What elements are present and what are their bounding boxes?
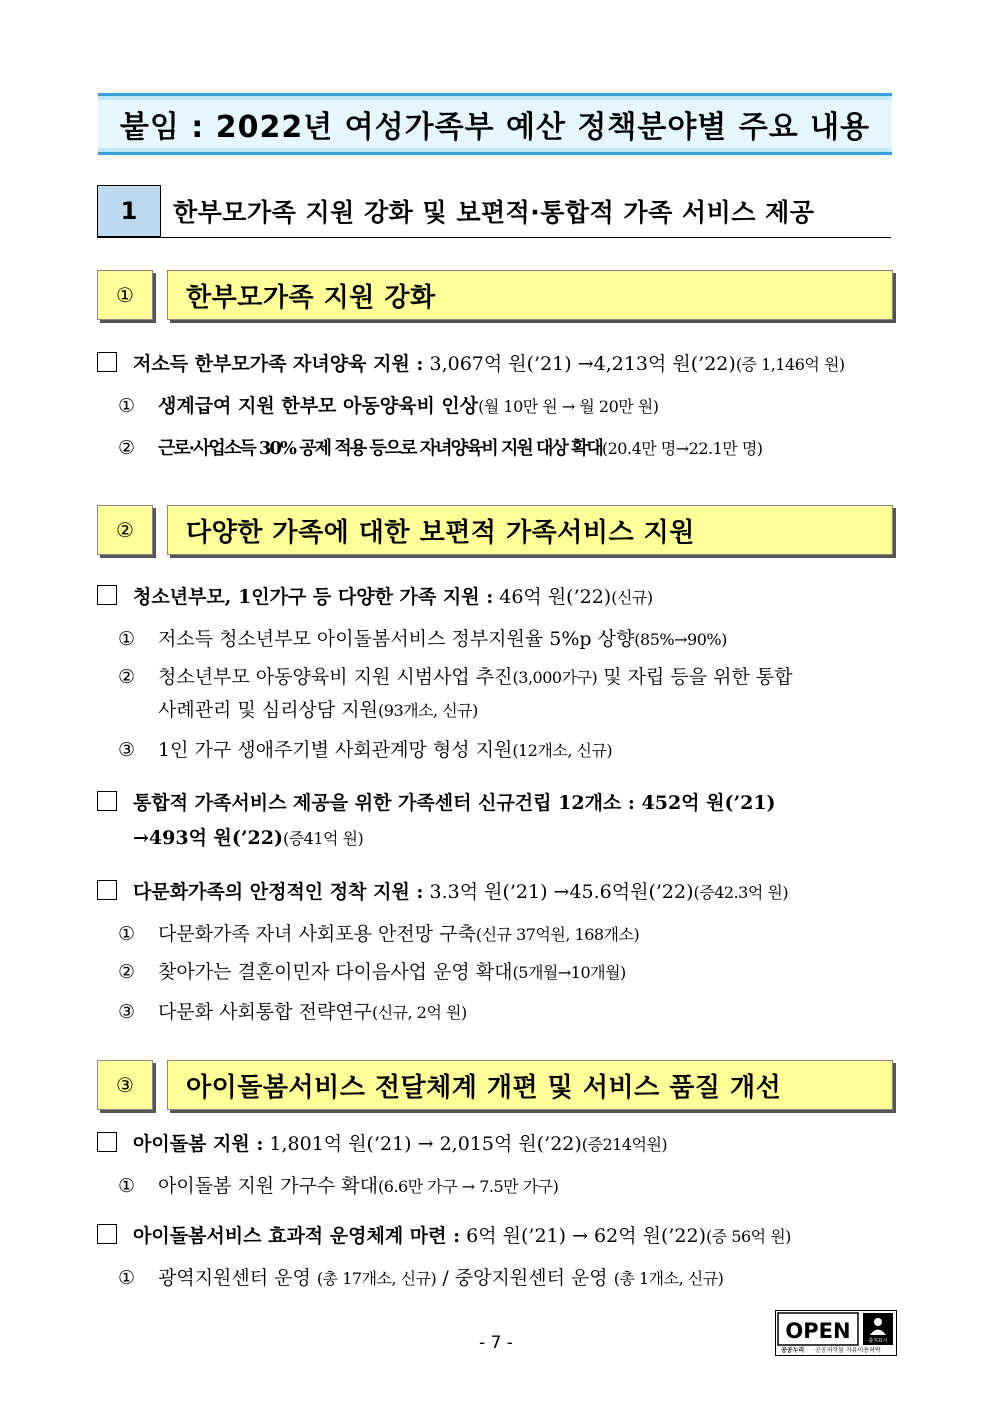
kogl-caption-right: 공공저작물 자유이용허락 — [815, 1347, 881, 1354]
page-number: - 7 - — [479, 1333, 513, 1353]
checkbox-square-icon — [97, 1132, 117, 1152]
subsection-title: 아이돌봄서비스 전달체계 개편 및 서비스 품질 개선 — [167, 1060, 893, 1110]
sub-item-line: ① 광역지원센터 운영 (총 17개소, 신규) / 중앙지원센터 운영 (총 1개소, 신규) — [118, 1267, 724, 1289]
bullet-line: 청소년부모, 1인가구 등 다양한 가족 지원 : 46억 원(’22)(신규) — [97, 583, 902, 612]
sub-item-line: ① 저소득 청소년부모 아이돌봄서비스 정부지원율 5%p 상향(85%→90%) — [118, 628, 727, 650]
subsection-1-heading — [97, 270, 897, 320]
subsection-number: ② — [97, 505, 153, 555]
sub-item-line: ③ 다문화 사회통합 전략연구(신규, 2억 원) — [118, 1001, 467, 1023]
subsection-3-heading — [97, 1060, 897, 1110]
section-number: 1 — [97, 185, 161, 237]
bullet-line: 아이돌봄서비스 효과적 운영체계 마련 : 6억 원(’21) → 62억 원(’22)(증 56억 원) — [97, 1222, 902, 1251]
bullet-continuation: →493억 원(’22)(증41억 원) — [133, 827, 364, 849]
sub-item-line: ③ 1인 가구 생애주기별 사회관계망 형성 지원(12개소, 신규) — [118, 739, 613, 761]
kogl-logo-text: OPEN — [785, 1319, 851, 1343]
subsection-number: ① — [97, 270, 153, 320]
subsection-2-heading — [97, 505, 897, 555]
checkbox-square-icon — [97, 585, 117, 605]
kogl-badge-text: 출처표시 — [868, 1338, 888, 1344]
sub-item-line: ① 다문화가족 자녀 사회포용 안전망 구축(신규 37억원, 168개소) — [118, 923, 640, 945]
subsection-title: 다양한 가족에 대한 보편적 가족서비스 지원 — [167, 505, 893, 555]
sub-item-line: ② 청소년부모 아동양육비 지원 시범사업 추진(3,000가구) 및 자립 등을 위한 통합 — [118, 666, 793, 688]
kogl-caption-left: 공공누리 — [781, 1347, 805, 1354]
subsection-number: ③ — [97, 1060, 153, 1110]
sub-item-continuation: 사례관리 및 심리상담 지원(93개소, 신규) — [158, 699, 478, 721]
sub-item-line: ② 찾아가는 결혼이민자 다이음사업 운영 확대(5개월→10개월) — [118, 961, 626, 983]
subsection-title: 한부모가족 지원 강화 — [167, 270, 893, 320]
bullet-line: 저소득 한부모가족 자녀양육 지원 : 3,067억 원(’21) →4,213억 원(’22)(증 1,146억 원) — [97, 350, 902, 379]
section-heading — [97, 185, 891, 238]
bullet-line: 통합적 가족서비스 제공을 위한 가족센터 신규건립 12개소 : 452억 원(’21) — [97, 789, 902, 817]
checkbox-square-icon — [97, 352, 117, 372]
sub-item-line: ② 근로·사업소득 30% 공제 적용 등으로 자녀양육비 지원 대상 확대(20.4만 명→22.1만 명) — [118, 437, 763, 459]
sub-item-line: ① 아이돌봄 지원 가구수 확대(6.6만 가구 → 7.5만 가구) — [118, 1175, 559, 1197]
checkbox-square-icon — [97, 791, 117, 811]
bullet-line: 다문화가족의 안정적인 정착 지원 : 3.3억 원(’21) →45.6억원(’22)(증42.3억 원) — [97, 878, 902, 907]
section-title: 한부모가족 지원 강화 및 보편적·통합적 가족 서비스 제공 — [173, 198, 815, 227]
checkbox-square-icon — [97, 880, 117, 900]
kogl-open-license-logo — [775, 1310, 897, 1356]
sub-item-line: ① 생계급여 지원 한부모 아동양육비 인상(월 10만 원 → 월 20만 원) — [118, 395, 659, 417]
bullet-line: 아이돌봄 지원 : 1,801억 원(’21) → 2,015억 원(’22)(증214억원) — [97, 1130, 902, 1159]
checkbox-square-icon — [97, 1224, 117, 1244]
page-title: 붙임 : 2022년 여성가족부 예산 정책분야별 주요 내용 — [98, 93, 892, 155]
